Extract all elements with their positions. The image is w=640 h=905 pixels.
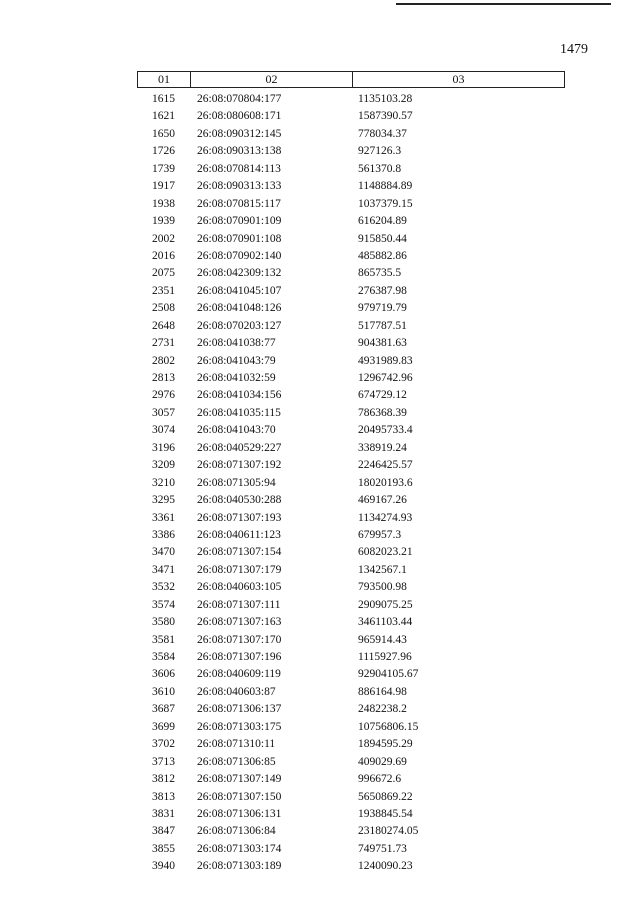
table-cell-col-01: 3610: [152, 685, 175, 698]
table-cell-col-03: 276387.98: [358, 284, 407, 297]
table-cell-col-02: 26:08:071303:175: [197, 720, 282, 733]
table-cell-col-02: 26:08:042309:132: [197, 267, 282, 280]
table-cell-col-02: 26:08:070814:113: [197, 162, 281, 175]
table-cell-col-03: 965914.43: [358, 633, 407, 646]
table-cell-col-03: 92904105.67: [358, 668, 419, 681]
table-cell-col-01: 3584: [152, 651, 175, 663]
table-row: [137, 457, 565, 474]
table-cell-col-02: 26:08:080608:171: [197, 110, 282, 123]
table-cell-col-02: 26:08:040603:105: [197, 581, 282, 594]
table-cell-col-03: 616204.89: [358, 215, 407, 228]
table-cell-col-03: 996672.6: [358, 773, 402, 786]
table-cell-col-01: 1938: [152, 197, 175, 210]
table-cell-col-01: 3606: [152, 668, 175, 681]
table-row: [137, 579, 565, 596]
table-cell-col-02: 26:08:071307:150: [197, 790, 282, 803]
table-row: [137, 335, 565, 352]
table-cell-col-01: 3361: [152, 511, 175, 524]
table-cell-col-01: 3471: [152, 563, 175, 576]
table-cell-col-01: 1726: [152, 145, 175, 158]
table-cell-col-01: 3581: [152, 633, 175, 646]
table-row: [137, 736, 565, 753]
table-row: [137, 562, 565, 579]
table-cell-col-01: 2648: [152, 319, 175, 332]
table-cell-col-01: 2508: [152, 302, 175, 315]
table-cell-col-01: 3812: [152, 773, 175, 786]
table-cell-col-03: 679957.3: [358, 528, 402, 541]
table-cell-col-02: 26:08:040529:227: [197, 441, 282, 454]
table-cell-col-01: 3210: [152, 476, 175, 489]
table-cell-col-03: 749751.73: [358, 842, 407, 855]
table-cell-col-02: 26:08:071306:137: [197, 703, 282, 716]
table-cell-col-02: 26:08:071305:94: [197, 476, 276, 489]
table-cell-col-01: 3855: [152, 842, 175, 855]
table-row: [137, 544, 565, 561]
table-cell-col-02: 26:08:041043:70: [197, 424, 276, 437]
table-cell-col-02: 26:08:071306:131: [197, 807, 282, 820]
top-rule: [396, 3, 611, 5]
header-col-03: 03: [452, 72, 465, 86]
table-row: [137, 789, 565, 806]
table-cell-col-02: 26:08:070902:140: [197, 249, 282, 262]
table-cell-col-03: 1115927.96: [358, 651, 412, 663]
table-cell-col-02: 26:08:041045:107: [197, 284, 282, 297]
table-cell-col-02: 26:08:070815:117: [197, 197, 281, 210]
table-cell-col-03: 10756806.15: [358, 720, 419, 733]
table-row: [137, 231, 565, 248]
table-cell-col-03: 1894595.29: [358, 738, 413, 751]
table-row: [137, 475, 565, 492]
table-cell-col-01: 3209: [152, 459, 175, 472]
table-cell-col-01: 3580: [152, 616, 175, 629]
table-row: [137, 440, 565, 457]
table-cell-col-01: 2731: [152, 337, 175, 350]
table-cell-col-01: 2002: [152, 232, 175, 245]
table-header: [137, 71, 565, 88]
table-row: [137, 527, 565, 544]
table-cell-col-02: 26:08:071303:174: [197, 842, 282, 855]
table-cell-col-01: 3057: [152, 406, 175, 419]
table-cell-col-03: 18020193.6: [358, 476, 413, 489]
table-cell-col-02: 26:08:070901:109: [197, 215, 282, 228]
table-cell-col-03: 1148884.89: [358, 180, 413, 193]
table-row: [137, 510, 565, 527]
table-row: [137, 300, 565, 317]
table-cell-col-01: 2016: [152, 249, 175, 262]
table-cell-col-03: 1037379.15: [358, 197, 413, 210]
table-cell-col-03: 793500.98: [358, 581, 407, 594]
table-cell-col-02: 26:08:071310:11: [197, 738, 276, 751]
table-cell-col-03: 5650869.22: [358, 790, 413, 803]
table-row: [137, 422, 565, 439]
table-cell-col-01: 3813: [152, 790, 175, 803]
table-row: [137, 771, 565, 788]
table-row: [137, 248, 565, 265]
table-cell-col-02: 26:08:071306:85: [197, 755, 276, 768]
table-row: [137, 666, 565, 683]
table-cell-col-01: 3295: [152, 494, 175, 507]
table-cell-col-01: 3831: [152, 807, 175, 820]
table-cell-col-02: 26:08:041048:126: [197, 302, 282, 315]
table-cell-col-02: 26:08:070203:127: [197, 319, 282, 332]
table-row: [137, 265, 565, 282]
table-cell-col-03: 1938845.54: [358, 807, 413, 820]
table-cell-col-02: 26:08:041035:115: [197, 406, 281, 419]
table-row: [137, 684, 565, 701]
table-row: [137, 823, 565, 840]
table-row: [137, 701, 565, 718]
table-cell-col-01: 2802: [152, 354, 175, 367]
table-row: [137, 353, 565, 370]
table-cell-col-02: 26:08:070901:108: [197, 232, 282, 245]
table-row: [137, 649, 565, 666]
table-cell-col-03: 927126.3: [358, 145, 402, 158]
table-cell-col-02: 26:08:071306:84: [197, 825, 276, 838]
table-cell-col-02: 26:08:071307:154: [197, 546, 282, 559]
table-row: [137, 108, 565, 125]
table-cell-col-01: 2075: [152, 267, 175, 280]
table-row: [137, 213, 565, 230]
table-cell-col-01: 1650: [152, 127, 175, 140]
table-row: [137, 318, 565, 335]
table-row: [137, 178, 565, 195]
table-row: [137, 719, 565, 736]
table-cell-col-03: 2482238.2: [358, 703, 407, 716]
table-cell-col-01: 2976: [152, 389, 175, 402]
table-cell-col-01: 3386: [152, 528, 175, 541]
page-number: 1479: [560, 42, 588, 57]
table-cell-col-03: 979719.79: [358, 302, 407, 315]
table-cell-col-02: 26:08:040611:123: [197, 528, 281, 541]
table-cell-col-03: 485882.86: [358, 249, 407, 262]
table-row: [137, 161, 565, 178]
table-cell-col-02: 26:08:040603:87: [197, 685, 276, 698]
table-row: [137, 806, 565, 823]
table-row: [137, 283, 565, 300]
table-cell-col-03: 2909075.25: [358, 598, 413, 611]
table-cell-col-01: 3702: [152, 738, 175, 751]
table-cell-col-02: 26:08:090313:138: [197, 145, 282, 158]
table-cell-col-02: 26:08:070804:177: [197, 93, 282, 105]
table-cell-col-03: 1240090.23: [358, 860, 413, 873]
table-cell-col-03: 2246425.57: [358, 459, 413, 472]
header-col-01: 01: [138, 72, 191, 87]
table-cell-col-02: 26:08:041034:156: [197, 389, 282, 402]
table-cell-col-02: 26:08:071307:179: [197, 563, 282, 576]
table-cell-col-01: 3574: [152, 598, 175, 611]
table-cell-col-03: 886164.98: [358, 685, 407, 698]
table-cell-col-02: 26:08:071307:163: [197, 616, 282, 629]
table-cell-col-03: 23180274.05: [358, 825, 419, 838]
table-cell-col-02: 26:08:040530:288: [197, 494, 282, 507]
table-cell-col-03: 1342567.1: [358, 563, 407, 576]
table-cell-col-03: 904381.63: [358, 337, 407, 350]
table-cell-col-01: 1917: [152, 180, 175, 193]
table-cell-col-03: 1296742.96: [358, 372, 413, 384]
table-cell-col-02: 26:08:071307:170: [197, 633, 282, 646]
table-row: [137, 126, 565, 143]
table-cell-col-02: 26:08:071303:189: [197, 860, 282, 873]
table-cell-col-02: 26:08:090313:133: [197, 180, 282, 193]
table-cell-col-03: 778034.37: [358, 127, 407, 140]
table-row: [137, 405, 565, 422]
table-cell-col-03: 20495733.4: [358, 424, 413, 437]
table-cell-col-03: 338919.24: [358, 441, 407, 454]
table-cell-col-02: 26:08:040609:119: [197, 668, 281, 681]
table-cell-col-03: 1134274.93: [358, 511, 413, 524]
table-cell-col-03: 865735.5: [358, 267, 402, 280]
table-cell-col-01: 3074: [152, 424, 175, 437]
table-cell-col-01: 1739: [152, 162, 175, 175]
header-col-02: 02: [191, 72, 353, 87]
table-cell-col-03: 786368.39: [358, 406, 407, 419]
table-cell-col-03: 469167.26: [358, 494, 407, 507]
table-cell-col-01: 3687: [152, 703, 175, 716]
table-cell-col-02: 26:08:041043:79: [197, 354, 276, 367]
table-cell-col-03: 1587390.57: [358, 110, 413, 123]
table-cell-col-01: 3847: [152, 825, 175, 838]
table-cell-col-02: 26:08:071307:193: [197, 511, 282, 524]
table-cell-col-01: 3532: [152, 581, 175, 594]
table-row: [137, 387, 565, 404]
table-row: [137, 858, 565, 875]
table-cell-col-02: 26:08:071307:192: [197, 459, 282, 472]
table-row: [137, 754, 565, 771]
table-cell-col-03: 4931989.83: [358, 354, 413, 367]
table-cell-col-01: 3713: [152, 755, 175, 768]
table-cell-col-02: 26:08:041038:77: [197, 337, 276, 350]
table-cell-col-02: 26:08:090312:145: [197, 127, 282, 140]
table-cell-col-03: 6082023.21: [358, 546, 413, 559]
table-cell-col-01: 2813: [152, 372, 175, 384]
table-row: [137, 492, 565, 509]
table-cell-col-03: 561370.8: [358, 162, 402, 175]
table-row: [137, 370, 565, 387]
table-cell-col-03: 517787.51: [358, 319, 407, 332]
table-row: [137, 597, 565, 614]
table-cell-col-01: 1621: [152, 110, 175, 123]
table-cell-col-03: 409029.69: [358, 755, 407, 768]
table-row: [137, 841, 565, 858]
table-row: [137, 196, 565, 213]
table-cell-col-03: 3461103.44: [358, 616, 413, 629]
table-cell-col-03: 674729.12: [358, 389, 407, 402]
table-cell-col-01: 3470: [152, 546, 175, 559]
data-table: [137, 71, 565, 876]
table-cell-col-01: 1615: [152, 93, 175, 105]
table-row: [137, 614, 565, 631]
table-cell-col-02: 26:08:071307:149: [197, 773, 282, 786]
table-cell-col-02: 26:08:071307:196: [197, 651, 282, 663]
table-cell-col-02: 26:08:071307:111: [197, 598, 281, 611]
table-cell-col-01: 3196: [152, 441, 175, 454]
table-body: [137, 91, 565, 876]
table-row: [137, 143, 565, 160]
table-cell-col-01: 1939: [152, 215, 175, 228]
table-cell-col-03: 915850.44: [358, 232, 407, 245]
table-row: [137, 632, 565, 649]
table-row: [137, 91, 565, 108]
table-cell-col-01: 3699: [152, 720, 175, 733]
table-cell-col-03: 1135103.28: [358, 93, 413, 105]
table-cell-col-02: 26:08:041032:59: [197, 372, 276, 384]
table-cell-col-01: 2351: [152, 284, 175, 297]
table-cell-col-01: 3940: [152, 860, 175, 873]
